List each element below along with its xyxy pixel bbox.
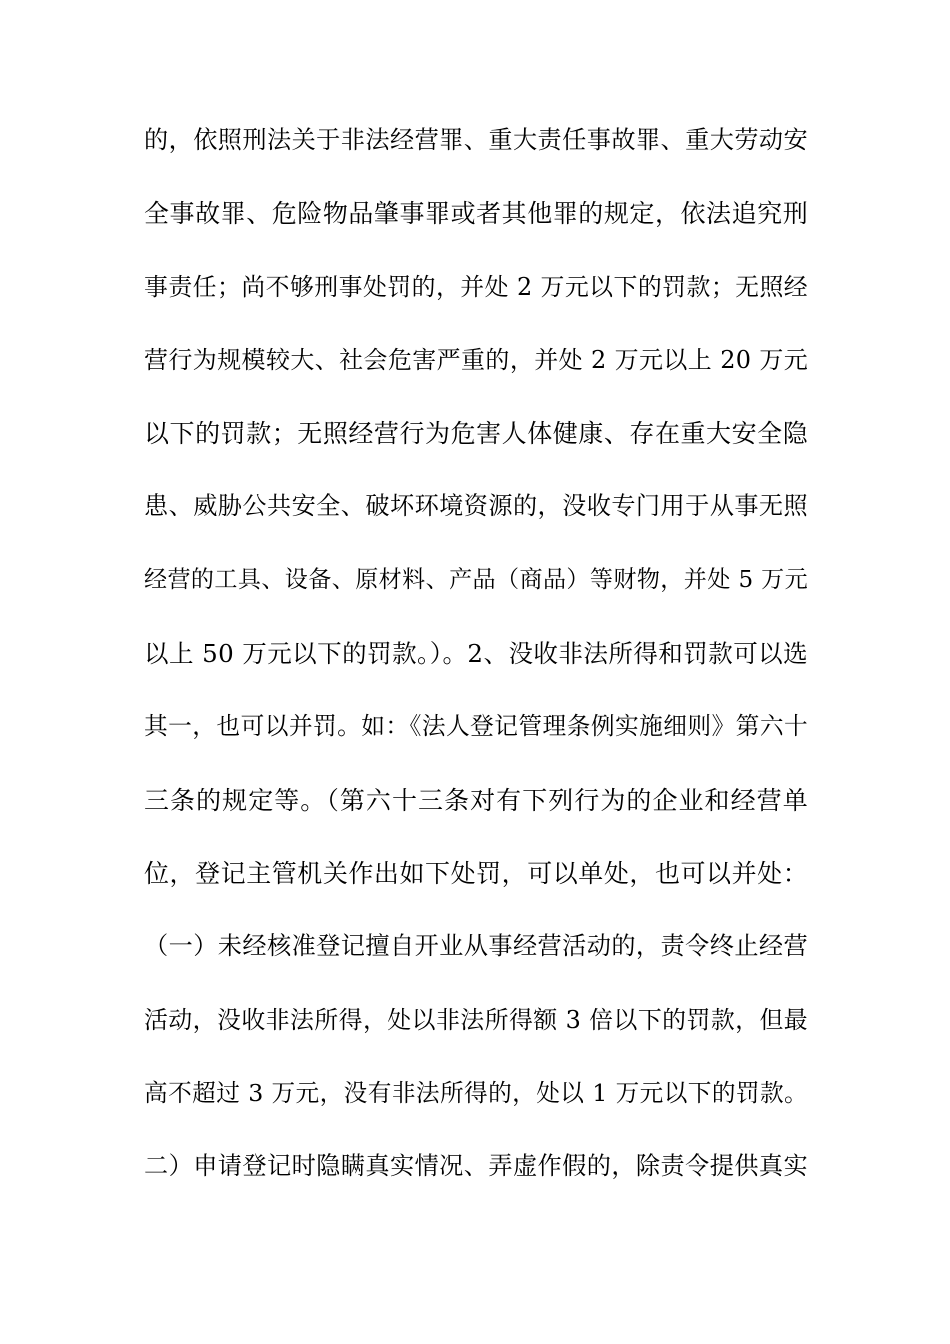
text-line-3: 事责任；尚不够刑事处罚的，并处 2 万元以下的罚款；无照经 [144,272,808,301]
text-line-8: 以上 50 万元以下的罚款。）。2、没收非法所得和罚款可以选 [144,639,808,669]
text-line-11: 位，登记主管机关作出如下处罚，可以单处，也可以并处： [144,858,808,888]
text-line-6: 患、威胁公共安全、破坏环境资源的，没收专门用于从事无照 [144,492,808,521]
text-line-15: 二）申请登记时隐瞒真实情况、弄虚作假的，除责令提供真实 [144,1152,808,1181]
text-line-10: 三条的规定等。（第六十三条对有下列行为的企业和经营单 [144,785,808,815]
document-body [144,128,808,1227]
text-line-14: 高不超过 3 万元，没有非法所得的，处以 1 万元以下的罚款。 [144,1078,808,1107]
text-line-12: （一）未经核准登记擅自开业从事经营活动的，责令终止经营 [144,932,808,961]
text-line-9: 其一，也可以并罚。如：《法人登记管理条例实施细则》第六十 [144,712,808,741]
text-line-5: 以下的罚款；无照经营行为危害人体健康、存在重大安全隐 [144,419,808,449]
text-line-1: 的，依照刑法关于非法经营罪、重大责任事故罪、重大劳动安 [144,126,808,154]
text-line-2: 全事故罪、危险物品肇事罪或者其他罪的规定，依法追究刑 [144,199,808,229]
text-line-13: 活动，没收非法所得，处以非法所得额 3 倍以下的罚款，但最 [144,1005,808,1034]
text-line-7: 经营的工具、设备、原材料、产品（商品）等财物，并处 5 万元 [144,566,808,593]
text-line-4: 营行为规模较大、社会危害严重的，并处 2 万元以上 20 万元 [144,345,808,374]
